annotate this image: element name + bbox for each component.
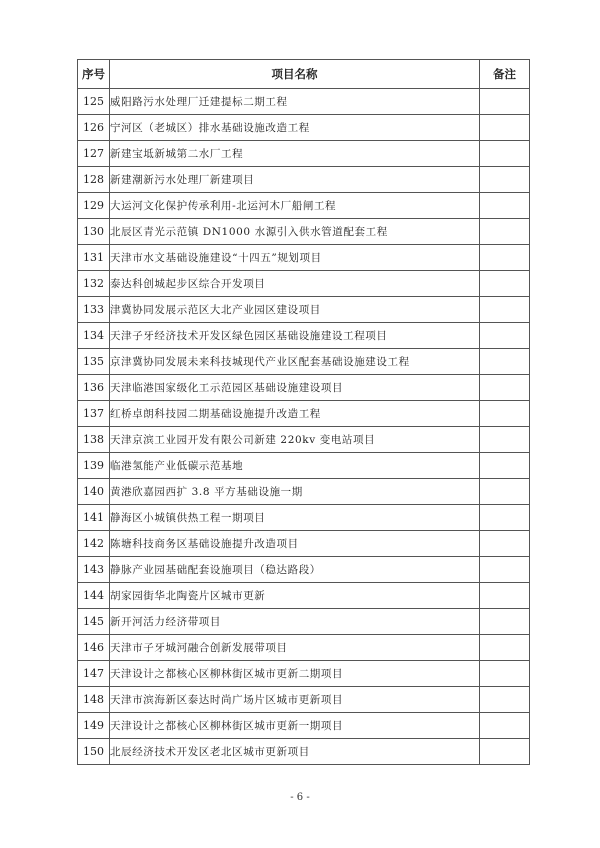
project-name-cell: 天津市水文基础设施建设“十四五”规划项目 [110,245,480,271]
serial-number-cell: 131 [78,245,110,271]
table-row [78,687,530,713]
serial-number-cell: 144 [78,583,110,609]
table-row [78,193,530,219]
project-name-cell: 陈塘科技商务区基础设施提升改造项目 [110,531,480,557]
project-name-cell: 新建宝坻新城第二水厂工程 [110,141,480,167]
remarks-cell [480,713,530,739]
remarks-cell [480,739,530,765]
table-row [78,115,530,141]
serial-number-cell: 146 [78,635,110,661]
table-row [78,427,530,453]
remarks-cell [480,89,530,115]
serial-number-cell: 133 [78,297,110,323]
remarks-cell [480,583,530,609]
serial-number-cell: 136 [78,375,110,401]
table-row [78,479,530,505]
table-row [78,375,530,401]
remarks-cell [480,141,530,167]
project-name-cell: 北辰经济技术开发区老北区城市更新项目 [110,739,480,765]
project-name-cell: 北辰区青光示范镇 DN1000 水源引入供水管道配套工程 [110,219,480,245]
serial-number-cell: 126 [78,115,110,141]
serial-number-cell: 128 [78,167,110,193]
table-row [78,505,530,531]
table-row [78,739,530,765]
serial-number-cell: 139 [78,453,110,479]
table-row [78,349,530,375]
project-name-cell: 威阳路污水处理厂迁建提标二期工程 [110,89,480,115]
project-name-cell: 大运河文化保护传承利用-北运河木厂船闸工程 [110,193,480,219]
header-row [78,60,530,89]
table-row [78,245,530,271]
header-project-name: 项目名称 [110,60,480,89]
serial-number-cell: 143 [78,557,110,583]
serial-number-cell: 135 [78,349,110,375]
remarks-cell [480,167,530,193]
project-name-cell: 天津京滨工业园开发有限公司新建 220kv 变电站项目 [110,427,480,453]
project-name-cell: 京津冀协同发展未来科技城现代产业区配套基础设施建设工程 [110,349,480,375]
remarks-cell [480,219,530,245]
remarks-cell [480,349,530,375]
header-remarks: 备注 [480,60,530,89]
table-row [78,297,530,323]
project-name-cell: 天津临港国家级化工示范园区基础设施建设项目 [110,375,480,401]
serial-number-cell: 147 [78,661,110,687]
serial-number-cell: 141 [78,505,110,531]
project-table [77,59,530,765]
remarks-cell [480,505,530,531]
serial-number-cell: 138 [78,427,110,453]
project-name-cell: 新建潮新污水处理厂新建项目 [110,167,480,193]
table-header [78,60,530,89]
table-row [78,323,530,349]
project-name-cell: 宁河区（老城区）排水基础设施改造工程 [110,115,480,141]
table-row [78,219,530,245]
project-name-cell: 新开河活力经济带项目 [110,609,480,635]
project-name-cell: 天津设计之都核心区柳林街区城市更新二期项目 [110,661,480,687]
project-name-cell: 静脉产业园基础配套设施项目（稳达路段） [110,557,480,583]
remarks-cell [480,557,530,583]
project-name-cell: 临港氢能产业低碳示范基地 [110,453,480,479]
remarks-cell [480,271,530,297]
project-name-cell: 天津市滨海新区泰达时尚广场片区城市更新项目 [110,687,480,713]
serial-number-cell: 149 [78,713,110,739]
table-row [78,401,530,427]
remarks-cell [480,661,530,687]
header-serial-number: 序号 [78,60,110,89]
serial-number-cell: 145 [78,609,110,635]
serial-number-cell: 137 [78,401,110,427]
remarks-cell [480,245,530,271]
table-row [78,713,530,739]
table-row [78,453,530,479]
serial-number-cell: 150 [78,739,110,765]
remarks-cell [480,193,530,219]
remarks-cell [480,323,530,349]
remarks-cell [480,479,530,505]
project-name-cell: 天津市子牙城河融合创新发展带项目 [110,635,480,661]
serial-number-cell: 142 [78,531,110,557]
serial-number-cell: 127 [78,141,110,167]
project-name-cell: 天津子牙经济技术开发区绿色园区基础设施建设工程项目 [110,323,480,349]
remarks-cell [480,401,530,427]
remarks-cell [480,375,530,401]
project-name-cell: 胡家园街华北陶瓷片区城市更新 [110,583,480,609]
project-name-cell: 红桥卓朗科技园二期基础设施提升改造工程 [110,401,480,427]
remarks-cell [480,609,530,635]
table-row [78,271,530,297]
remarks-cell [480,427,530,453]
remarks-cell [480,635,530,661]
table-row [78,661,530,687]
remarks-cell [480,115,530,141]
table-row [78,531,530,557]
serial-number-cell: 140 [78,479,110,505]
serial-number-cell: 148 [78,687,110,713]
remarks-cell [480,453,530,479]
project-name-cell: 津冀协同发展示范区大北产业园区建设项目 [110,297,480,323]
serial-number-cell: 130 [78,219,110,245]
remarks-cell [480,531,530,557]
project-name-cell: 黄港欣嘉园西扩 3.8 平方基础设施一期 [110,479,480,505]
serial-number-cell: 132 [78,271,110,297]
table-body [78,89,530,765]
project-name-cell: 泰达科创城起步区综合开发项目 [110,271,480,297]
serial-number-cell: 125 [78,89,110,115]
table-row [78,167,530,193]
table-row [78,89,530,115]
project-name-cell: 天津设计之都核心区柳林街区城市更新一期项目 [110,713,480,739]
remarks-cell [480,297,530,323]
remarks-cell [480,687,530,713]
page-number: - 6 - [290,792,310,803]
serial-number-cell: 129 [78,193,110,219]
table-row [78,557,530,583]
table-row [78,609,530,635]
table-row [78,583,530,609]
project-name-cell: 静海区小城镇供热工程一期项目 [110,505,480,531]
table-row [78,141,530,167]
table-row [78,635,530,661]
serial-number-cell: 134 [78,323,110,349]
